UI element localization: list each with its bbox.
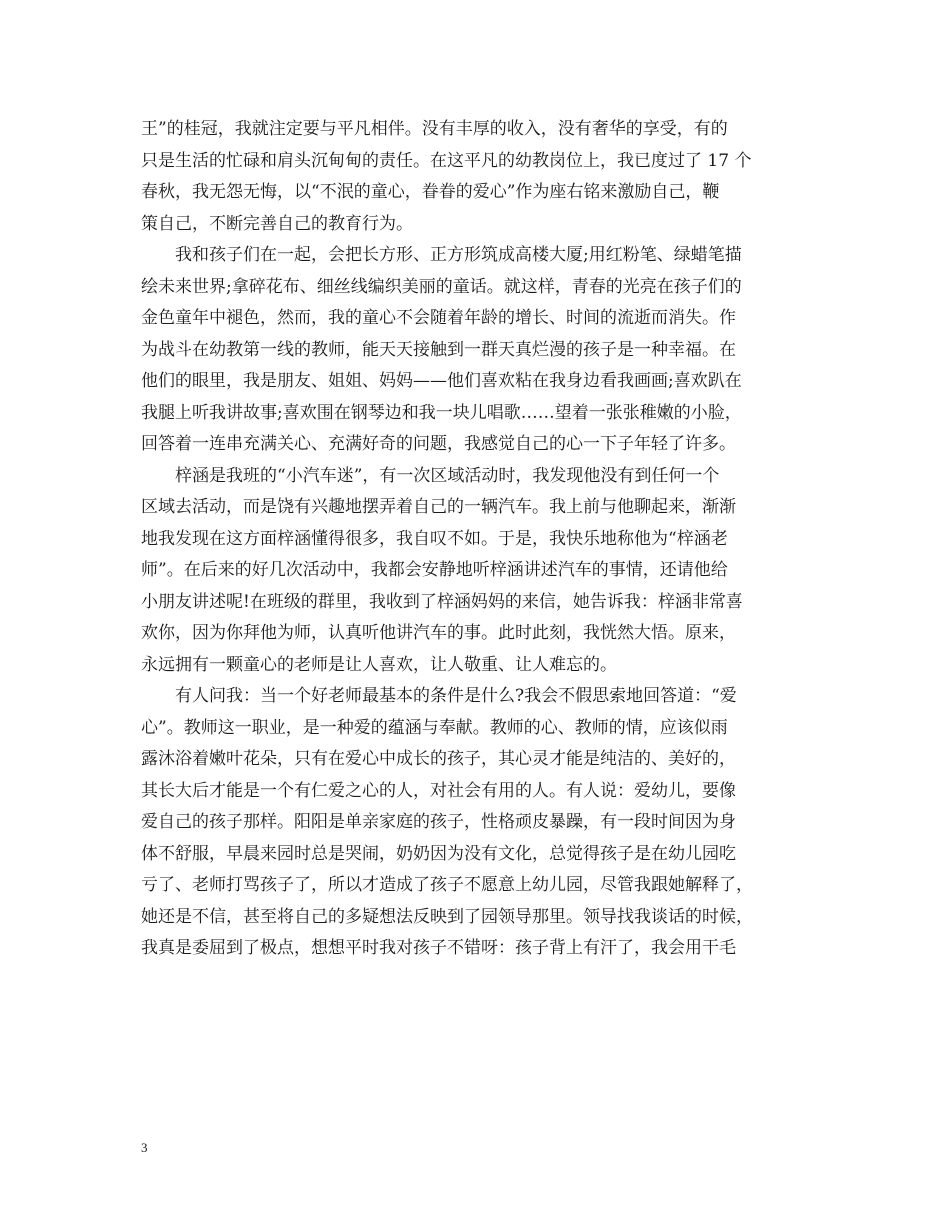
text-line: 策自己，不断完善自己的教育行为。 (141, 213, 413, 234)
text-line: 为战斗在幼教第一线的教师，能天天接触到一群天真烂漫的孩子是一种幸福。在 (141, 339, 736, 360)
text-line: 体不舒服，早晨来园时总是哭闹，奶奶因为没有文化，总觉得孩子是在幼儿园吃 (141, 843, 736, 864)
text-line: 我真是委屈到了极点，想想平时我对孩子不错呀：孩子背上有汗了，我会用干毛 (141, 938, 736, 958)
text-line: 地我发现在这方面梓涵懂得很多，我自叹不如。于是，我快乐地称他为“梓涵老 (141, 528, 728, 549)
text-line: 有人问我：当一个好老师最基本的条件是什么?我会不假思索地回答道：“爱 (141, 686, 737, 706)
text-line: 他们的眼里，我是朋友、姐姐、妈妈——他们喜欢粘在我身边看我画画;喜欢趴在 (141, 371, 742, 391)
text-line: 只是生活的忙碌和肩头沉甸甸的责任。在这平凡的幼教岗位上，我已度过了 17 个 (141, 150, 752, 171)
text-line: 梓涵是我班的“小汽车迷”，有一次区域活动时，我发现他没有到任何一个 (141, 465, 720, 486)
text-line: 露沐浴着嫩叶花朵，只有在爱心中成长的孩子，其心灵才能是纯洁的、美好的， (141, 749, 736, 769)
text-line: 王”的桂冠，我就注定要与平凡相伴。没有丰厚的收入，没有奢华的享受，有的 (141, 119, 728, 139)
text-line: 她还是不信，甚至将自己的多疑想法反映到了园领导那里。领导找我谈话的时候， (141, 906, 753, 927)
text-line: 区域去活动，而是饶有兴趣地摆弄着自己的一辆汽车。我上前与他聊起来，渐渐 (141, 497, 736, 517)
document-body (141, 114, 813, 965)
page-number: 3 (141, 1140, 148, 1155)
text-line: 亏了、老师打骂孩子了，所以才造成了孩子不愿意上幼儿园，尽管我跟她解释了， (141, 875, 753, 895)
text-line: 金色童年中褪色，然而，我的童心不会随着年龄的增长、时间的流逝而消失。作 (141, 308, 736, 328)
text-line: 欢你，因为你拜他为师，认真听他讲汽车的事。此时此刻，我恍然大悟。原来， (141, 623, 736, 643)
text-line: 回答着一连串充满关心、充满好奇的问题，我感觉自己的心一下子年轻了许多。 (141, 434, 736, 454)
text-line: 永远拥有一颗童心的老师是让人喜欢，让人敬重、让人难忘的。 (141, 654, 617, 675)
text-line: 心”。教师这一职业，是一种爱的蕴涵与奉献。教师的心、教师的情，应该似雨 (141, 717, 728, 738)
text-line: 绘未来世界;拿碎花布、细丝线编织美丽的童话。就这样，青春的光亮在孩子们的 (141, 276, 742, 297)
text-line: 其长大后才能是一个有仁爱之心的人，对社会有用的人。有人说：爱幼儿，要像 (141, 780, 736, 801)
text-line: 小朋友讲述呢!在班级的群里，我收到了梓涵妈妈的来信，她告诉我：梓涵非常喜 (141, 591, 743, 612)
text-line: 春秋，我无怨无悔，以“不泯的童心，眷眷的爱心”作为座右铭来激励自己，鞭 (141, 182, 720, 202)
text-line: 我和孩子们在一起，会把长方形、正方形筑成高楼大厦;用红粉笔、绿蜡笔描 (141, 245, 742, 265)
text-line: 我腿上听我讲故事;喜欢围在钢琴边和我一块儿唱歌……望着一张张稚嫩的小脸， (141, 402, 742, 423)
text-line: 爱自己的孩子那样。阳阳是单亲家庭的孩子，性格顽皮暴躁，有一段时间因为身 (141, 812, 736, 832)
text-line: 师”。在后来的好几次活动中，我都会安静地听梓涵讲述汽车的事情，还请他给 (141, 560, 728, 580)
